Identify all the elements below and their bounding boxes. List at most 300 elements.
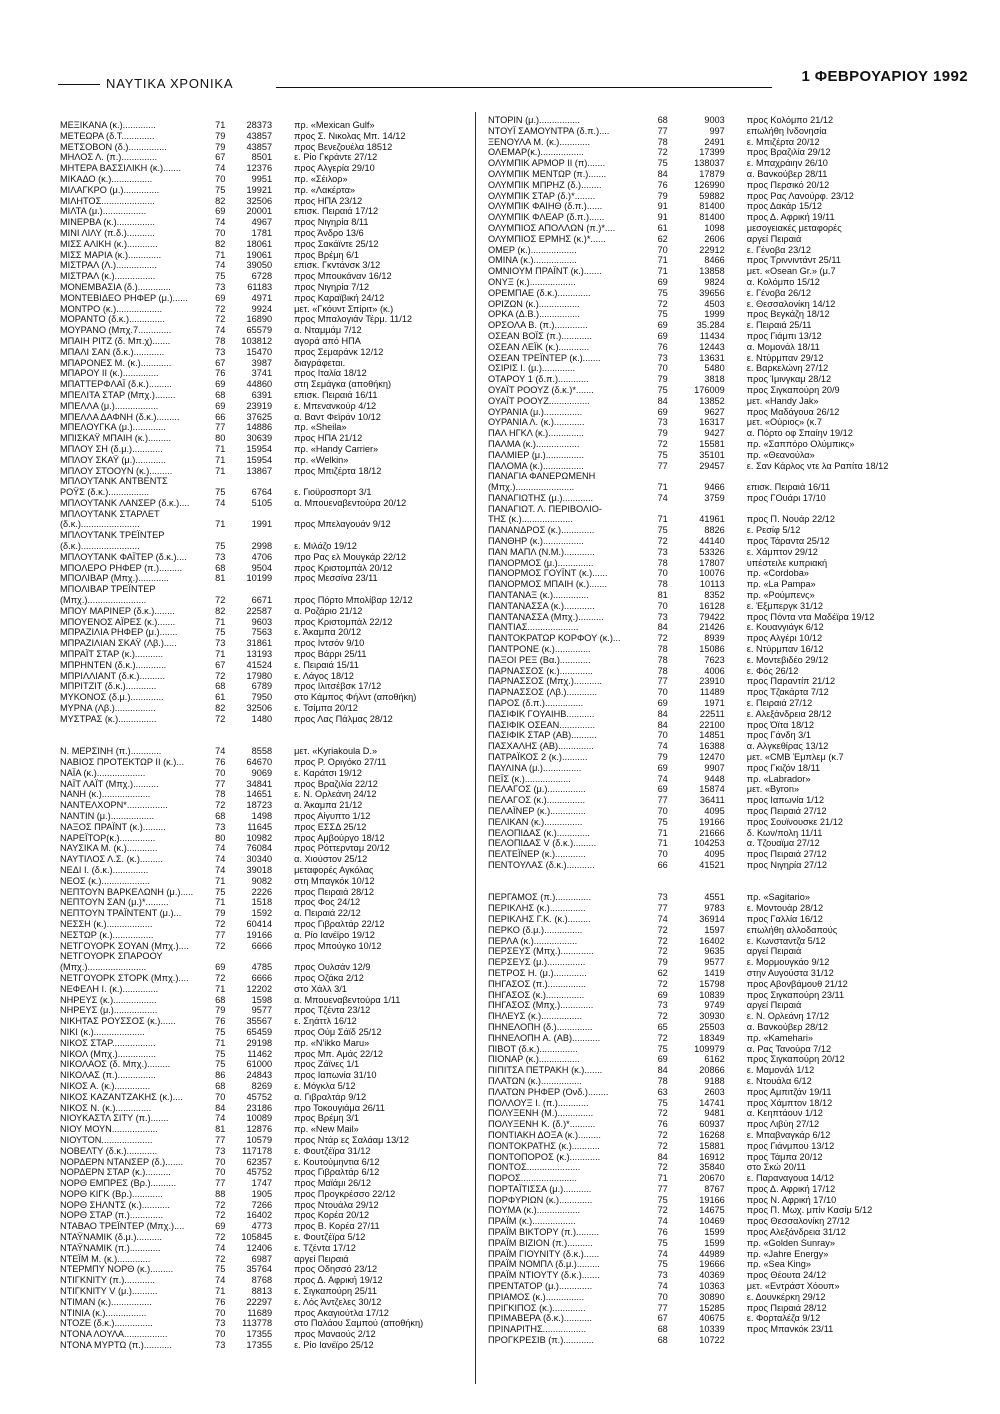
build-year: 68 [215, 562, 226, 573]
ship-name: ΜΙΛΗΤΟΣ..................... [60, 195, 155, 206]
tonnage: 31861 [246, 638, 273, 649]
build-year: 74 [215, 1113, 226, 1124]
tonnage: 15881 [699, 1140, 725, 1151]
tonnage: 1999 [704, 309, 725, 320]
ship-status: προς Αλγέρι 10/12 [746, 633, 823, 644]
ship-entry [60, 563, 440, 574]
build-year: 78 [215, 335, 226, 346]
build-year: 75 [215, 886, 226, 897]
ship-name: ΝΕΤΓΟΥΟΡΚ ΣΠΑΡΟΟΥ [60, 951, 163, 962]
ship-entry [488, 1033, 958, 1044]
ship-entry [488, 439, 958, 450]
tonnage: 76084 [246, 843, 273, 854]
build-year: 68 [215, 389, 226, 400]
tonnage: 39656 [699, 287, 725, 298]
ship-status: ε. Μπιζέρτα 20/12 [746, 136, 820, 147]
ship-status: προς Τζέντα 23/12 [294, 1005, 371, 1016]
ship-entry [488, 914, 958, 925]
ship-status: προς Πόντα ντα Μαδέϊρα 19/12 [746, 611, 875, 622]
build-year: 72 [657, 924, 668, 935]
build-year: 71 [215, 983, 226, 994]
ship-entry [488, 126, 958, 137]
build-year: 74 [215, 1242, 226, 1253]
build-year: 72 [657, 1140, 668, 1151]
ship-entry [488, 1108, 958, 1119]
ship-name: ΜΠΟΥ ΜΑΡΙΝΕΡ (δ.κ.)........ [60, 605, 175, 616]
tonnage: 8939 [704, 633, 725, 644]
ship-status: ε. Φουτζέϊρα 31/12 [294, 1145, 371, 1156]
ship-name: (δ.κ.)....................... [60, 519, 140, 530]
build-year: 70 [215, 227, 226, 238]
ship-status: προ Τοκουγιάμα 26/11 [294, 1102, 385, 1113]
build-year: 72 [657, 946, 668, 957]
tonnage: 109979 [694, 1043, 725, 1054]
build-year: 70 [657, 363, 668, 374]
ship-name: ΠΑΡΝΑΣΣΟΣ (Λβ.)............ [488, 687, 598, 698]
column-divider [475, 112, 476, 1384]
build-year: 69 [657, 784, 668, 795]
ship-entry [60, 984, 440, 995]
ship-status: ε. Λός Άντζελες 30/12 [294, 1296, 382, 1307]
build-year: 72 [215, 670, 226, 681]
ship-status: προς Όϊτα 18/12 [746, 719, 814, 730]
tonnage: 4706 [251, 551, 273, 562]
build-year: 61 [215, 692, 226, 703]
ship-entry [488, 482, 958, 493]
build-year: 70 [215, 1156, 226, 1167]
tonnage: 35764 [246, 1264, 273, 1275]
tonnage: 35101 [699, 449, 725, 460]
ship-entry [60, 444, 440, 455]
ship-name: ΟΥΑΪΤ ΡΟΟΥΖ................ [488, 395, 590, 406]
ship-status: προς Αμπιτζάν 19/11 [746, 1086, 832, 1097]
ship-status: α. Μπουεναβεντούρα 1/11 [294, 994, 401, 1005]
ship-name: ΝΙΚΟΣ Α. (κ.).............. [60, 1080, 151, 1091]
ship-entry [488, 990, 958, 1001]
ship-status: προς Βραζιλία 22/12 [294, 778, 378, 789]
tonnage: 12443 [699, 341, 725, 352]
ship-name: ΝΑΒΙΟΣ ΠΡΟΤΕΚΤΩΡ ΙΙ (κ.)... [60, 757, 185, 768]
ship-entry [488, 1173, 958, 1184]
ship-entry [488, 1313, 958, 1324]
ship-name: ΠΟΝΤΟΣ..................... [488, 1162, 581, 1173]
header-rule-left [58, 84, 100, 85]
ship-name: ΝΙΚΟΣ ΚΑΖΑΝΤΖΑΚΗΣ (κ.).... [60, 1091, 183, 1102]
ship-name: ΠΡΙΓΚΙΠΟΣ (κ.)............. [488, 1302, 586, 1313]
ship-status: ε. Λάγος 18/12 [294, 670, 354, 681]
build-year: 71 [657, 514, 668, 525]
ship-entry [60, 379, 440, 390]
tonnage: 2226 [251, 886, 273, 897]
ship-entry [488, 450, 958, 461]
ship-status: προς Ντάρ ες Σαλάαμ 13/12 [294, 1134, 409, 1145]
ship-status: ε. Έξμπεργκ 31/12 [746, 600, 823, 611]
ship-entry [488, 590, 958, 601]
ship-status: μετ. «Byron» [746, 784, 800, 795]
ship-entry [488, 1054, 958, 1065]
build-year: 70 [215, 767, 226, 778]
ship-entry [488, 698, 958, 709]
build-year: 72 [215, 940, 226, 951]
ship-name: ΠΑΝΑΓΙΩΤΗΣ (μ.)............ [488, 492, 594, 503]
build-year: 74 [215, 746, 226, 757]
ship-entry [60, 1286, 440, 1297]
ship-entry [60, 142, 440, 153]
ship-name: ΝΕΤΓΟΥΟΡΚ ΣΤΟΡΚ (Μπχ.).... [60, 972, 189, 983]
ship-status: α. Βαντ Φεϊράν 10/12 [294, 411, 381, 422]
tonnage: 15874 [699, 784, 725, 795]
ship-status: προς Φος 24/12 [294, 897, 361, 908]
tonnage: 6666 [251, 972, 273, 983]
ship-name: ΠΕΛΑΓΟΣ (κ.)............... [488, 795, 586, 806]
tonnage: 14851 [699, 730, 725, 741]
tonnage: 4967 [251, 217, 273, 228]
ship-entry [60, 1329, 440, 1340]
build-year: 71 [215, 249, 226, 260]
tonnage: 6789 [251, 681, 273, 692]
ship-entry [488, 1130, 958, 1141]
ship-name: ΠΡΕΝΤΑΤΟΡ (μ.)............. [488, 1281, 593, 1292]
ship-entry [488, 493, 958, 504]
ship-status: στη Σεμάγκα (αποθήκη) [294, 379, 392, 390]
ship-name: ΠΡΑΪΜ ΒΙΚΤΟΡΥ (π.)......... [488, 1227, 599, 1238]
build-year: 74 [215, 864, 226, 875]
ship-status: προς Δ. Αφρική 19/12 [294, 1275, 383, 1286]
build-year: 84 [215, 1102, 226, 1113]
build-year: 74 [657, 1216, 668, 1227]
ship-status: προς Πόρτο Μπολίβαρ 12/12 [294, 595, 413, 606]
ship-name: ΝΙΚΟΣ ΣΤΑΡ................. [60, 1037, 156, 1048]
ship-entry [488, 471, 958, 482]
ship-status: στο Παλάου Σαμπού (αποθήκη) [294, 1318, 424, 1329]
ship-entry [60, 250, 440, 261]
ship-status: ε. Παραναγουα 14/12 [746, 1173, 834, 1184]
ship-name: ΠΙΠΙΤΣΑ ΠΕΤΡΑΚΗ (κ.)....... [488, 1065, 603, 1076]
ship-entry [60, 185, 440, 196]
ship-status: προς Τζακάρτα 7/12 [746, 687, 829, 698]
ship-name: ΠΕΡΙΚΛΗΣ (κ.).............. [488, 903, 586, 914]
tonnage: 21426 [699, 622, 725, 633]
build-year: 72 [215, 314, 226, 325]
ship-name: ΜΠΕΛΛΑ ΔΑΦΝΗ (δ.κ.)......... [60, 411, 180, 422]
tonnage: 2603 [704, 1086, 725, 1097]
ship-status: προς Γιβραλτάρ 22/12 [294, 918, 385, 929]
tonnage: 1592 [251, 908, 273, 919]
tonnage: 104253 [694, 838, 725, 849]
ship-status: προς Αλγερία 29/10 [294, 163, 375, 174]
tonnage: 5480 [704, 363, 725, 374]
ship-name: ΠΟΝΤΟΚΡΑΤΗΣ (κ.)........... [488, 1140, 600, 1151]
build-year: 84 [657, 1065, 668, 1076]
tonnage: 8501 [251, 152, 273, 163]
ship-name: ΝΑΥΤΙΛΟΣ Λ.Σ. (κ.)......... [60, 854, 163, 865]
build-year: 72 [215, 918, 226, 929]
ship-status: προς Γάνδη 3/1 [746, 730, 811, 741]
ship-entry [60, 293, 440, 304]
tonnage: 13867 [246, 465, 273, 476]
ship-entry [60, 509, 440, 520]
build-year: 91 [657, 201, 668, 212]
ship-entry [488, 601, 958, 612]
build-year: 79 [215, 1005, 226, 1016]
ship-entry [488, 795, 958, 806]
build-year: 75 [657, 287, 668, 298]
tonnage [668, 471, 725, 482]
ship-entry [60, 487, 440, 498]
ship-name: ΠΑΡΝΑΣΣΟΣ (κ.)............. [488, 665, 593, 676]
build-year [201, 530, 225, 541]
ship-entry [488, 806, 958, 817]
ship-entry [488, 1324, 958, 1335]
ship-name: ΠΑΝΘΗΡ (κ.)................ [488, 536, 584, 547]
ship-name: ΠΛΑΤΩΝ (κ.)................ [488, 1075, 582, 1086]
tonnage: 19166 [246, 929, 273, 940]
ship-status: ε. Φός 26/12 [746, 665, 799, 676]
ship-status: μετ. «Kyriakoula D.» [294, 746, 378, 757]
ship-entry [488, 730, 958, 741]
ship-name: ΟΝΥΞ (κ.).................. [488, 276, 576, 287]
ship-status: προς Μπούγκο 10/12 [294, 940, 382, 951]
tonnage: 61183 [247, 281, 273, 292]
ship-name: ΠΕΡΚΟ (δ.μ.)............... [488, 924, 583, 935]
tonnage: 22587 [246, 605, 273, 616]
ship-entry [60, 466, 440, 477]
tonnage: 44989 [699, 1248, 725, 1259]
ship-status: προς Σιγκαπούρη 20/12 [746, 1054, 845, 1065]
tonnage: 16128 [699, 600, 725, 611]
ship-name: ΠΡΙΑΜΟΣ (κ.)............... [488, 1291, 585, 1302]
ship-name: ΠΕΛΑΓΟΣ (μ.)............... [488, 784, 586, 795]
tonnage: 138037 [694, 158, 725, 169]
ship-status: ε. Δουνκέρκη 29/12 [746, 1291, 826, 1302]
ship-name: ΜΠΛΟΥ ΣΚΑΫ (μ.)............ [60, 454, 166, 465]
ship-status: προς Ίμινγκαμ 28/12 [746, 374, 832, 385]
ship-entry [60, 206, 440, 217]
ship-status: διαγράφεται. [294, 357, 346, 368]
ship-name: ΠΑΝΑΓΙΑ ΦΑΝΕΡΩΜΕΝΗ [488, 471, 596, 482]
build-year: 69 [657, 989, 668, 1000]
ship-name: ΜΠΛΟΥΤΑΝΚ ΑΝΤΒΕΝΤΣ [60, 476, 168, 487]
ship-name: ΝΤΙΝΙΑ (κ.)................ [60, 1307, 147, 1318]
ship-name: ΝΤΙΜΑΝ (κ.)................ [60, 1296, 152, 1307]
build-year: 78 [657, 136, 668, 147]
ship-name: ΝΕΠΤΟΥΝ ΒΑΡΚΕΛΩΝΗ (μ.)..... [60, 886, 194, 897]
ship-entry [60, 476, 440, 487]
build-year: 74 [657, 773, 668, 784]
ship-entry [488, 1065, 958, 1076]
build-year: 71 [215, 465, 226, 476]
tonnage: 1518 [251, 897, 273, 908]
ship-entry [488, 191, 958, 202]
ship-status: μεταφορές Αγκόλας [294, 864, 374, 875]
ship-name: ΠΑΝΤΡΟΝΕ (κ.).............. [488, 644, 591, 655]
ship-name: ΜΙΛΑΓΚΡΟ (μ.).............. [60, 184, 160, 195]
ship-status: προς Μπελαγουάν 9/12 [294, 519, 391, 530]
ship-name: ΝΤΕΡΜΠΥ ΝΟΡΘ (κ.)......... [60, 1264, 174, 1275]
ship-status: στο Κάμπος Φήλντ (αποθήκη) [294, 692, 417, 703]
build-year: 73 [215, 821, 226, 832]
ship-name: ΜΥΡΝΑ (Λβ.)................ [60, 703, 156, 714]
ship-status: α. Βανκούβερ 28/11 [746, 168, 828, 179]
tonnage: 6666 [251, 940, 273, 951]
tonnage: 60937 [699, 1119, 725, 1130]
tonnage: 45752 [246, 1091, 273, 1102]
tonnage: 14886 [246, 422, 273, 433]
ship-status: προς Γιβραλτάρ 6/12 [294, 1167, 380, 1178]
ship-status: προς Σιγκαπούρη 20/9 [746, 384, 840, 395]
tonnage: 24843 [246, 1070, 273, 1081]
tonnage: 16317 [699, 417, 725, 428]
build-year: 75 [215, 1264, 226, 1275]
ship-entry [488, 299, 958, 310]
build-year: 75 [657, 1259, 668, 1270]
ship-entry [60, 1157, 440, 1168]
ship-name: (Μπχ.)....................... [60, 595, 147, 606]
build-year: 73 [215, 638, 226, 649]
ship-entry [60, 584, 440, 595]
ship-name: ΜΠΑΡΟΥ ΙΙ (κ.).............. [60, 368, 159, 379]
ship-status: προ Ρας ελ Μουγκάρ 22/12 [294, 551, 406, 562]
ship-entry [488, 525, 958, 536]
build-year: 72 [657, 298, 668, 309]
ship-status: μετ. «Εντράστ Χόουπ» [746, 1281, 840, 1292]
ship-name: ΟΡΚΑ (Δ.Β.)................ [488, 309, 580, 320]
build-year: 75 [215, 1059, 226, 1070]
ship-name: ΠΑΝΑΓΙΩΤ. Λ. ΠΕΡΙΒΟΛΙΟ- [488, 503, 602, 514]
ship-name: ΠΕΛΟΠΙΔΑΣ (κ.)............. [488, 827, 590, 838]
ship-name: ΜΠΙΣΚΑΫ ΜΠΑΙΗ (κ.)......... [60, 433, 172, 444]
ship-entry [488, 849, 958, 860]
ship-status: προς Σουϊνουσκε 21/12 [746, 816, 843, 827]
ship-name: ΠΑΣΙΦΙΚ ΓΟΥΑΙΗΒ........... [488, 708, 595, 719]
ship-name: ΝΙΚΟΛΑΣ (π.)............... [60, 1070, 156, 1081]
ship-name: ΜΠΕΛΛΑ (μ.)................. [60, 400, 159, 411]
ship-entry [60, 1124, 440, 1135]
build-year: 76 [657, 1227, 668, 1238]
ship-name: ΠΗΓΑΣΟΣ (Μπχ.)............. [488, 1000, 594, 1011]
tonnage: 17879 [699, 168, 725, 179]
ship-name: ΠΕΡΣΕΥΣ (μ.)............... [488, 957, 586, 968]
ship-name: ΠΡΑΪΜ ΝΤΙΟΥΤΥ (δ.κ.)....... [488, 1270, 600, 1281]
ship-status: προς Ρ. Οριγόκο 27/11 [294, 757, 387, 768]
ship-name: ΜΠΡΙΛΛΙΑΝΤ (δ.κ.).......... [60, 670, 166, 681]
ship-name: ΟΥΑΪΤ ΡΟΟΥΖ (δ.κ.)*....... [488, 384, 594, 395]
ship-entry [488, 147, 958, 158]
ship-name: ΜΠΛΟΥΤΑΝΚ ΦΑΪΤΕΡ (δ.κ.).... [60, 551, 187, 562]
tonnage: 65459 [246, 1026, 273, 1037]
ship-name: ΜΥΚΟΝΟΣ (δ.μ.)............. [60, 692, 164, 703]
build-year: 82 [215, 238, 226, 249]
ship-entry [60, 1254, 440, 1265]
ship-name: ΠΡΑΪΜ ΓΙΟΥΝΙΤΥ (δ.κ.)...... [488, 1248, 600, 1259]
tonnage: 4785 [251, 962, 273, 973]
ship-status: προς Ρόττερνταμ 20/12 [294, 843, 390, 854]
ship-entry [60, 304, 440, 315]
tonnage: 15470 [246, 346, 273, 357]
build-year: 77 [215, 778, 226, 789]
build-year: 72 [657, 438, 668, 449]
build-year: 72 [215, 972, 226, 983]
build-year [635, 871, 667, 882]
ship-entry [60, 973, 440, 984]
tonnage: 64670 [246, 757, 273, 768]
build-year: 69 [657, 406, 668, 417]
tonnage: 2998 [251, 541, 273, 552]
ship-name: ΠΑΣΙΦΙΚ ΣΤΑΡ (ΑΒ).......... [488, 730, 597, 741]
build-year: 73 [215, 551, 226, 562]
tonnage: 4095 [704, 806, 725, 816]
ship-status: μετ. «CMB Έμπλεμ (κ.7 [746, 752, 844, 763]
ship-entry [60, 1049, 440, 1060]
ship-status: επισκ. Πειραιά 16/11 [294, 389, 378, 400]
ship-entry [488, 385, 958, 396]
ship-entry [60, 131, 440, 142]
ship-status: προς Σακάϊντε 25/12 [294, 238, 379, 249]
ship-entry [60, 152, 440, 163]
ship-entry [488, 514, 958, 525]
ship-status: ε. Μπαχράιην 26/10 [746, 158, 828, 169]
ship-name: ΝΙΚΟΛ (Μπχ.)............... [60, 1048, 156, 1059]
tonnage: 9824 [704, 276, 725, 287]
build-year: 66 [657, 859, 668, 870]
ship-entry [488, 212, 958, 223]
build-year: 76 [215, 1296, 226, 1307]
tonnage: 1498 [251, 811, 273, 821]
build-year: 72 [657, 935, 668, 946]
ship-name: ΟΜΕΡ (κ.).................. [488, 244, 577, 255]
ship-list-column-1 [60, 120, 440, 1351]
tonnage: 29198 [246, 1037, 273, 1048]
tonnage: 9924 [251, 303, 273, 314]
header-rule [276, 87, 772, 88]
tonnage: 1905 [251, 1188, 273, 1199]
build-year: 76 [657, 179, 668, 190]
ship-status: προς Ιταλία 18/12 [294, 368, 367, 379]
ship-entry [488, 309, 958, 320]
build-year: 74 [657, 1281, 668, 1292]
ship-entry [488, 957, 958, 968]
ship-name: ΝΙΟΥ ΜΟΥΝ.................. [60, 1124, 158, 1135]
ship-status [272, 725, 440, 736]
ship-name: ΡΟΫΣ (δ.κ.)................ [60, 487, 150, 498]
tonnage: 9577 [251, 1005, 273, 1016]
ship-name: ΝΕΟΣ (κ.)................... [60, 875, 150, 886]
ship-status: πρ. «Sagitario» [746, 892, 810, 903]
tonnage: 1991 [251, 519, 273, 530]
ship-entry [60, 735, 440, 746]
tonnage: 2606 [704, 233, 725, 244]
ship-status: πρ. «Mexican Gulf» [294, 120, 375, 130]
build-year: 69 [215, 206, 226, 217]
ship-status: αγορά από ΗΠΑ [294, 335, 361, 346]
ship-name: ΝΑΥΣΙΚΑ Μ. (κ.)............ [60, 843, 158, 854]
ship-list-column-2 [488, 115, 958, 1346]
ship-name [60, 725, 201, 736]
ship-entry [60, 951, 440, 962]
ship-entry [60, 1081, 440, 1092]
ship-name: ΜΠΕΛΟΥΓΚΑ (μ.)............. [60, 422, 166, 433]
tonnage: 16402 [699, 935, 725, 946]
ship-entry [60, 800, 440, 811]
build-year: 75 [657, 449, 668, 460]
ship-entry [488, 1249, 958, 1260]
ship-status: προς Μαϊάμι 26/12 [294, 1178, 371, 1189]
ship-status: ε. Σαν Κάρλος ντε λα Ραπίτα 18/12 [746, 460, 889, 471]
ship-status [272, 476, 440, 487]
ship-status: προς Δ. Αφρική 17/12 [746, 1183, 836, 1194]
ship-name: ΟΥΡΑΝΙΑ Λ. (κ.)............ [488, 417, 585, 428]
ship-status: προς Πειραιά 28/12 [294, 886, 374, 897]
